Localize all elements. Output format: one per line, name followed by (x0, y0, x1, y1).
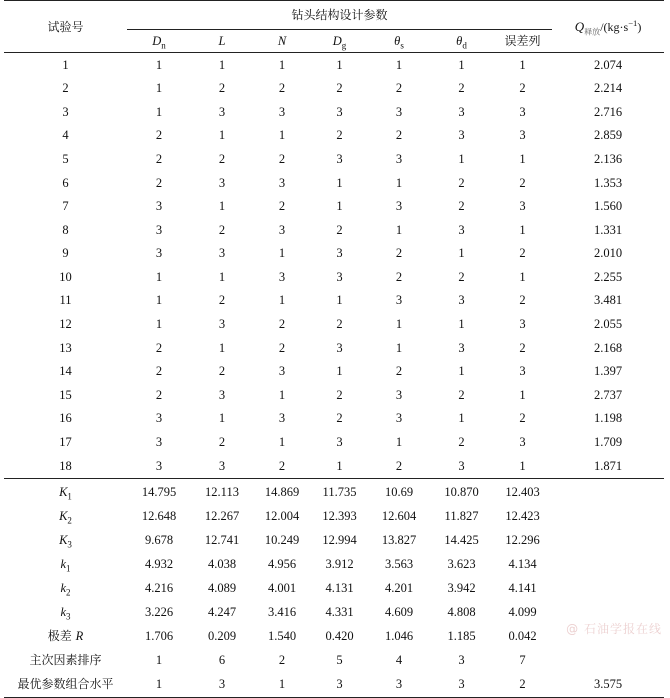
level-cell: 1 (458, 151, 465, 166)
level-cell: 2 (278, 340, 286, 355)
stat-value: 10.249 (264, 533, 300, 548)
level-cell: 1 (336, 199, 343, 214)
table-row (4, 360, 664, 384)
trial-number: 10 (59, 269, 72, 284)
stat-value: 12.393 (322, 509, 357, 524)
stat-value: 14.425 (444, 533, 479, 548)
stat-row (4, 505, 664, 529)
stat-value: 4.247 (207, 605, 237, 620)
level-cell: 2 (336, 222, 343, 237)
level-cell: 2 (155, 364, 163, 379)
level-cell: 2 (519, 411, 526, 426)
stat-value: 14.795 (127, 478, 191, 505)
table-row (4, 147, 664, 171)
stat-value: 4.141 (508, 581, 537, 596)
level-cell: 3 (278, 175, 286, 190)
level-cell: 3 (336, 104, 343, 119)
orthogonal-test-table (4, 0, 664, 698)
level-cell: 1 (155, 269, 163, 284)
trial-number: 7 (62, 199, 69, 214)
level-cell: 3 (218, 104, 226, 119)
stat-label: 主次因素排序 (29, 653, 102, 668)
stat-label: 极差 R (47, 629, 84, 644)
stat-row (4, 649, 664, 673)
param-header-6: $\theta_d$ (430, 30, 493, 53)
level-cell: 2 (395, 246, 403, 261)
level-cell: 2 (155, 128, 163, 143)
level-cell: 1 (155, 293, 163, 308)
trial-number: 5 (62, 151, 69, 166)
level-cell: 2 (336, 411, 343, 426)
stat-value: 13.827 (381, 533, 417, 548)
trial-number: 8 (62, 222, 69, 237)
stat-value: 0.209 (207, 629, 237, 644)
stat-value: 5 (336, 653, 343, 668)
trial-number: 17 (59, 435, 72, 450)
level-cell: 3 (458, 222, 465, 237)
level-cell: 3 (458, 104, 465, 119)
level-cell: 3 (155, 411, 163, 426)
stat-value: 12.741 (204, 533, 240, 548)
trial-number: 2 (62, 81, 69, 96)
stat-value: 1 (253, 673, 311, 698)
trial-rows (4, 53, 664, 479)
stat-value: 4.089 (207, 581, 237, 596)
level-cell: 2 (395, 81, 403, 96)
stat-value: 1.046 (384, 629, 414, 644)
stat-value: 4.216 (144, 581, 174, 596)
stat-value: 4.131 (325, 581, 354, 596)
level-cell: 1 (218, 128, 226, 143)
level-cell: 3 (458, 458, 465, 473)
level-cell: 2 (336, 81, 343, 96)
level-cell: 3 (278, 104, 286, 119)
stat-value: 4.808 (447, 605, 476, 620)
param-header-7: 误差列 (493, 30, 552, 53)
stat-value: 11.827 (444, 509, 479, 524)
stat-value: 3.416 (267, 605, 297, 620)
level-cell: 2 (395, 128, 403, 143)
level-cell: 3 (519, 317, 526, 332)
stat-value: 12.004 (264, 509, 300, 524)
level-cell: 3 (278, 364, 286, 379)
level-cell: 1 (336, 458, 343, 473)
stat-value: 3.623 (447, 557, 476, 572)
stat-value: 12.296 (505, 533, 540, 548)
stat-row (4, 625, 664, 649)
stat-q-value (552, 529, 664, 553)
level-cell: 2 (519, 81, 526, 96)
table-row (4, 289, 664, 313)
param-header-3: N (253, 30, 311, 53)
level-cell: 1 (458, 364, 465, 379)
level-cell: 1 (395, 317, 403, 332)
level-cell: 3 (155, 246, 163, 261)
level-cell: 2 (458, 81, 465, 96)
stat-value: 2 (493, 673, 552, 698)
stat-value: 12.267 (204, 509, 240, 524)
stat-value: 3 (458, 653, 465, 668)
level-cell: 2 (218, 435, 226, 450)
stat-row (4, 553, 664, 577)
stat-value: 12.423 (505, 509, 540, 524)
stat-label: $K_3$ (59, 533, 72, 550)
q-release-value: 2.168 (594, 340, 623, 355)
q-release-value: 2.716 (594, 104, 623, 119)
level-cell: 1 (458, 317, 465, 332)
stat-q-value (552, 553, 664, 577)
level-cell: 2 (218, 81, 226, 96)
level-cell: 3 (395, 411, 403, 426)
level-cell: 1 (519, 222, 526, 237)
stat-value: 12.113 (191, 478, 253, 505)
level-cell: 3 (155, 458, 163, 473)
level-cell: 3 (155, 435, 163, 450)
stat-label: $k_2$ (60, 581, 71, 598)
level-cell: 3 (336, 246, 343, 261)
level-cell: 2 (218, 293, 226, 308)
level-cell: 1 (218, 199, 226, 214)
stat-label: $K_1$ (4, 478, 127, 505)
level-cell: 1 (336, 364, 343, 379)
level-cell: 3 (218, 175, 226, 190)
level-cell: 1 (155, 81, 163, 96)
q-release-value: 1.331 (594, 222, 623, 237)
stat-label: 最优参数组合水平 (4, 673, 127, 698)
level-cell: 1 (155, 317, 163, 332)
table-row (4, 383, 664, 407)
level-cell: 3 (519, 104, 526, 119)
stat-value: 3.226 (144, 605, 174, 620)
level-cell: 3 (395, 104, 403, 119)
q-release-value: 1.397 (594, 364, 623, 379)
level-cell: 2 (218, 364, 226, 379)
stat-label: $k_1$ (60, 557, 71, 574)
stat-value: 4.099 (508, 605, 537, 620)
level-cell: 3 (218, 317, 226, 332)
level-cell: 2 (155, 387, 163, 402)
table-row (4, 218, 664, 242)
q-release-value: 1.871 (594, 458, 623, 473)
design-params-header: 钻头结构设计参数 (127, 1, 552, 30)
stat-value: 4.932 (144, 557, 174, 572)
trial-number: 13 (59, 340, 72, 355)
level-cell: 3 (218, 458, 226, 473)
stat-q-value (552, 505, 664, 529)
stat-value: 10.69 (368, 478, 430, 505)
q-release-value: 1.353 (594, 175, 623, 190)
param-header-2: L (191, 30, 253, 53)
table-row (4, 171, 664, 195)
level-cell: 1 (278, 435, 286, 450)
q-release-value: 2.010 (594, 246, 623, 261)
level-cell: 2 (519, 293, 526, 308)
watermark: @ 石油学报在线 (566, 622, 662, 636)
level-cell: 1 (218, 411, 226, 426)
stat-value: 3.563 (384, 557, 414, 572)
stat-value: 4.956 (267, 557, 297, 572)
level-cell: 1 (395, 175, 403, 190)
stat-value: 6 (218, 653, 226, 668)
level-cell: 2 (458, 435, 465, 450)
stat-value: 4.609 (384, 605, 414, 620)
table-row (4, 242, 664, 266)
range-analysis-rows (4, 478, 664, 697)
stat-value: 1 (127, 673, 191, 698)
level-cell: 1 (336, 57, 343, 72)
stat-value: 3.942 (447, 581, 476, 596)
stat-label: $k_3$ (60, 605, 71, 622)
level-cell: 3 (336, 340, 343, 355)
table-row (4, 53, 664, 77)
stat-row (4, 577, 664, 601)
level-cell: 1 (519, 458, 526, 473)
stat-value: 2 (278, 653, 286, 668)
stat-value: 4.134 (508, 557, 537, 572)
table-row (4, 407, 664, 431)
level-cell: 2 (278, 81, 286, 96)
trial-number: 11 (59, 293, 72, 308)
trial-number: 12 (59, 317, 72, 332)
table-row (4, 431, 664, 455)
level-cell: 2 (458, 175, 465, 190)
level-cell: 1 (278, 128, 286, 143)
table-row (4, 336, 664, 360)
param-header-1: $D_n$ (127, 30, 191, 53)
param-header-4: $D_g$ (311, 30, 368, 53)
stat-row (4, 601, 664, 625)
level-cell: 1 (336, 293, 343, 308)
level-cell: 1 (395, 57, 403, 72)
level-cell: 2 (458, 199, 465, 214)
stat-value: 1.185 (447, 629, 476, 644)
level-cell: 2 (278, 151, 286, 166)
level-cell: 3 (395, 199, 403, 214)
stat-value: 12.604 (381, 509, 417, 524)
stat-label: $K_2$ (59, 509, 72, 526)
level-cell: 2 (458, 387, 465, 402)
level-cell: 3 (336, 435, 343, 450)
level-cell: 3 (458, 293, 465, 308)
level-cell: 2 (336, 317, 343, 332)
param-header-5: $\theta_s$ (368, 30, 430, 53)
level-cell: 3 (458, 340, 465, 355)
level-cell: 2 (155, 175, 163, 190)
level-cell: 1 (278, 293, 286, 308)
stat-value: 14.869 (253, 478, 311, 505)
q-release-value: 2.255 (594, 269, 623, 284)
level-cell: 3 (218, 246, 226, 261)
trial-number: 6 (62, 175, 69, 190)
stat-value: 3 (311, 673, 368, 698)
stat-q-value (552, 478, 664, 505)
stat-value: 3 (368, 673, 430, 698)
stat-value: 1.540 (267, 629, 297, 644)
level-cell: 2 (218, 222, 226, 237)
level-cell: 3 (278, 411, 286, 426)
trial-number: 16 (59, 411, 72, 426)
level-cell: 3 (336, 151, 343, 166)
level-cell: 2 (458, 269, 465, 284)
q-release-value: 1.709 (594, 435, 623, 450)
q-release-value: 2.055 (594, 317, 623, 332)
level-cell: 2 (395, 364, 403, 379)
stat-value: 3 (191, 673, 253, 698)
table-row (4, 454, 664, 478)
stat-value: 3 (430, 673, 493, 698)
level-cell: 3 (458, 128, 465, 143)
stat-value: 9.678 (144, 533, 174, 548)
level-cell: 1 (519, 387, 526, 402)
q-release-value: 2.136 (594, 151, 623, 166)
q-release-header: $Q_{释放}/(kg\cdot s^{-1})$ (552, 1, 664, 53)
stat-q-value: 3.575 (552, 673, 664, 698)
q-release-value: 1.198 (594, 411, 623, 426)
stat-row (4, 529, 664, 553)
level-cell: 3 (278, 222, 286, 237)
level-cell: 3 (155, 199, 163, 214)
stat-value: 4 (395, 653, 403, 668)
stat-value: 4.001 (267, 581, 297, 596)
level-cell: 1 (458, 411, 465, 426)
table-row (4, 265, 664, 289)
q-release-value: 2.214 (594, 81, 623, 96)
q-release-value: 1.560 (594, 199, 623, 214)
trial-number-header: 试验号 (4, 1, 127, 53)
level-cell: 2 (395, 269, 403, 284)
level-cell: 1 (336, 175, 343, 190)
level-cell: 2 (519, 246, 526, 261)
level-cell: 2 (336, 128, 343, 143)
level-cell: 1 (278, 246, 286, 261)
stat-value: 4.038 (207, 557, 237, 572)
level-cell: 1 (155, 57, 163, 72)
stat-value: 0.042 (508, 629, 537, 644)
level-cell: 1 (395, 222, 403, 237)
level-cell: 3 (395, 387, 403, 402)
level-cell: 1 (278, 387, 286, 402)
level-cell: 2 (278, 317, 286, 332)
level-cell: 1 (519, 269, 526, 284)
q-release-value: 2.074 (594, 57, 623, 72)
stat-value: 7 (519, 653, 526, 668)
level-cell: 3 (395, 151, 403, 166)
table-row (4, 313, 664, 337)
table-row (4, 77, 664, 101)
level-cell: 1 (155, 104, 163, 119)
stat-value: 1.706 (144, 629, 174, 644)
trial-number: 9 (62, 246, 69, 261)
level-cell: 3 (519, 435, 526, 450)
level-cell: 2 (155, 340, 163, 355)
stat-value: 12.994 (322, 533, 357, 548)
level-cell: 3 (395, 293, 403, 308)
q-release-value: 3.481 (594, 293, 623, 308)
table-row (4, 100, 664, 124)
level-cell: 2 (336, 387, 343, 402)
stat-value: 11.735 (311, 478, 368, 505)
stat-q-value (552, 577, 664, 601)
level-cell: 2 (155, 151, 163, 166)
q-release-value: 2.859 (594, 128, 623, 143)
stat-row (4, 478, 664, 505)
level-cell: 2 (278, 458, 286, 473)
level-cell: 3 (155, 222, 163, 237)
level-cell: 3 (519, 128, 526, 143)
level-cell: 2 (218, 151, 226, 166)
table-row (4, 195, 664, 219)
level-cell: 3 (336, 269, 343, 284)
stat-value: 0.420 (325, 629, 354, 644)
trial-number: 1 (62, 57, 69, 72)
table-row (4, 124, 664, 148)
stat-value: 1 (155, 653, 163, 668)
stat-value: 10.870 (430, 478, 493, 505)
level-cell: 1 (519, 57, 526, 72)
level-cell: 3 (519, 364, 526, 379)
level-cell: 1 (519, 151, 526, 166)
table-header (4, 1, 664, 53)
trial-number: 4 (62, 128, 69, 143)
level-cell: 3 (278, 269, 286, 284)
stat-value: 4.331 (325, 605, 354, 620)
level-cell: 1 (218, 57, 226, 72)
level-cell: 1 (395, 340, 403, 355)
level-cell: 1 (458, 57, 465, 72)
q-release-value: 2.737 (594, 387, 623, 402)
level-cell: 1 (278, 57, 286, 72)
trial-number: 15 (59, 387, 72, 402)
level-cell: 1 (395, 435, 403, 450)
level-cell: 1 (458, 246, 465, 261)
level-cell: 1 (218, 340, 226, 355)
level-cell: 2 (395, 458, 403, 473)
stat-value: 12.403 (493, 478, 552, 505)
stat-q-value (552, 649, 664, 673)
trial-number: 18 (59, 458, 72, 473)
stat-value: 4.201 (384, 581, 414, 596)
level-cell: 2 (519, 340, 526, 355)
stat-row (4, 673, 664, 698)
stat-value: 12.648 (141, 509, 177, 524)
level-cell: 1 (218, 269, 226, 284)
trial-number: 14 (59, 364, 72, 379)
level-cell: 2 (278, 199, 286, 214)
level-cell: 3 (218, 387, 226, 402)
level-cell: 3 (519, 199, 526, 214)
level-cell: 2 (519, 175, 526, 190)
trial-number: 3 (62, 104, 69, 119)
stat-value: 3.912 (325, 557, 354, 572)
